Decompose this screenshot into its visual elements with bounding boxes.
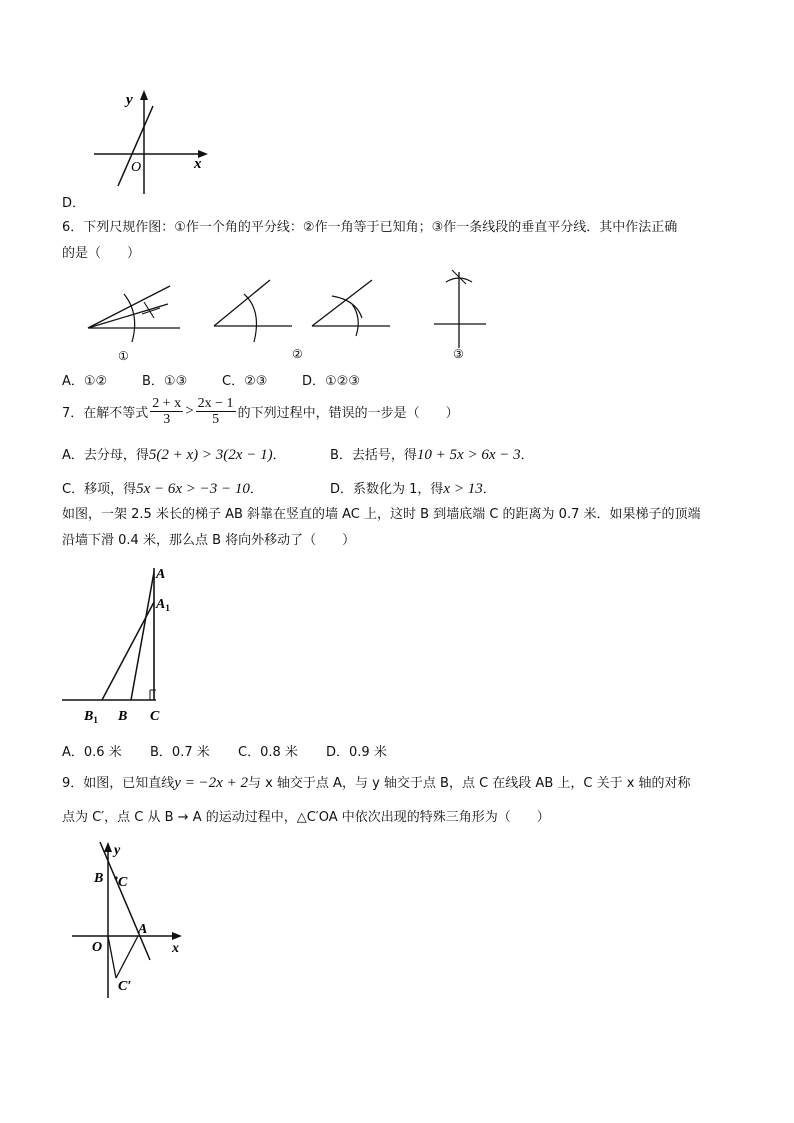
q8-label-c: C	[150, 709, 160, 724]
q5-y-label: y	[126, 92, 133, 108]
q8-label-a: A	[156, 567, 166, 582]
q6-option-b[interactable]: B．①③	[142, 374, 188, 389]
q8-stem-line2: 沿墙下滑 0.4 米，那么点 B 将向外移动了（ ）	[62, 533, 356, 548]
q7-option-a-end: ．	[272, 448, 286, 463]
q8-stem-line1: 如图，一架 2.5 米长的梯子 AB 斜靠在竖直的墙 AC 上，这时 B 到墙底端 C 的距离为 0.7 米．如果梯子的顶端	[62, 507, 701, 522]
q7-option-d-end: ．	[482, 482, 496, 497]
q7-option-c-math: 5x − 6x > −3 − 10	[136, 481, 250, 497]
q6-option-d[interactable]: D．①②③	[302, 374, 360, 389]
q7-frac-right-num: 2x − 1	[197, 395, 234, 411]
q7-option-d[interactable]	[330, 478, 496, 498]
q5-option-d-label: D．	[62, 196, 86, 211]
q9-cprime-label: C′	[118, 979, 132, 994]
q7-frac-right-den: 5	[212, 411, 220, 427]
q9-stem-line1	[62, 772, 691, 792]
q6-fig-label-1: ①	[118, 349, 129, 362]
q8-label-a1: $A_1$	[156, 597, 170, 613]
q9-stem-line1-post: 与 x 轴交于点 A，与 y 轴交于点 B，点 C 在线段 AB 上，C 关于 x 轴的对称	[247, 776, 691, 791]
q7-stem	[62, 391, 459, 431]
q5-option-d-graph	[88, 86, 218, 198]
q7-frac-left-den: 3	[163, 411, 171, 427]
q9-o-label: O	[92, 940, 103, 955]
q8-label-b: B	[118, 709, 128, 724]
q7-gt: >	[185, 402, 194, 419]
q6-option-a[interactable]: A．①②	[62, 374, 108, 389]
q7-frac-left	[150, 396, 183, 427]
q9-figure	[66, 838, 196, 1006]
q8-option-c[interactable]: C．0.8 米	[238, 745, 298, 760]
q8-ladder-figure	[62, 560, 192, 730]
q9-stem-line1-math: y = −2x + 2	[174, 775, 248, 791]
q7-option-b[interactable]	[330, 444, 534, 464]
q7-frac-right	[196, 396, 236, 427]
q6-figure-1	[88, 286, 180, 342]
q6-figure-3	[434, 270, 486, 348]
q7-stem-pre: 7．在解不等式	[62, 405, 149, 421]
q7-option-b-math: 10 + 5x > 6x − 3	[416, 447, 521, 463]
q8-label-b1: $B_1$	[84, 709, 98, 725]
q6-stem-line2: 的是（ ）	[62, 246, 141, 261]
q6-figures	[80, 262, 500, 362]
q7-option-d-math: x > 13	[443, 481, 483, 497]
q7-stem-post: 的下列过程中，错误的一步是（ ）	[237, 405, 459, 421]
q7-option-a-math: 5(2 + x) > 3(2x − 1)	[148, 447, 273, 463]
q9-x-label: x	[172, 941, 179, 956]
q9-y-label: y	[114, 843, 121, 858]
q9-c-label: C	[118, 875, 128, 890]
q5-origin-label: O	[131, 160, 142, 175]
q7-option-c-text: C．移项，得	[62, 482, 137, 497]
q5-x-label: x	[194, 156, 202, 172]
q7-option-b-end: ．	[520, 448, 534, 463]
q6-fig-label-2: ②	[292, 347, 303, 361]
q7-option-c-end: ．	[249, 482, 263, 497]
q9-stem-line2: 点为 C′，点 C 从 B → A 的运动过程中，△C′OA 中依次出现的特殊三角形为（ ）	[62, 810, 550, 825]
q7-option-a[interactable]	[62, 444, 286, 464]
q7-frac-left-num: 2 + x	[152, 395, 182, 411]
q6-stem-line1: 6．下列尺规作图：①作一个角的平分线：②作一角等于已知角；③作一条线段的垂直平分线．其中作法正确	[62, 220, 678, 235]
q8-option-d[interactable]: D．0.9 米	[326, 745, 387, 760]
q9-stem-line1-pre: 9．如图，已知直线	[62, 776, 175, 791]
q9-b-label: B	[94, 871, 104, 886]
q6-option-c[interactable]: C．②③	[222, 374, 268, 389]
q6-figure-2b	[312, 280, 390, 336]
q8-option-b[interactable]: B．0.7 米	[150, 745, 210, 760]
q7-option-a-text: A．去分母，得	[62, 448, 149, 463]
q9-a-label: A	[138, 922, 148, 937]
q6-figure-2a	[214, 280, 292, 342]
q7-option-c[interactable]	[62, 478, 263, 498]
q8-option-a[interactable]: A．0.6 米	[62, 745, 122, 760]
q7-option-b-text: B．去括号，得	[330, 448, 417, 463]
q7-option-d-text: D．系数化为 1，得	[330, 482, 444, 497]
q6-fig-label-3: ③	[453, 347, 464, 361]
